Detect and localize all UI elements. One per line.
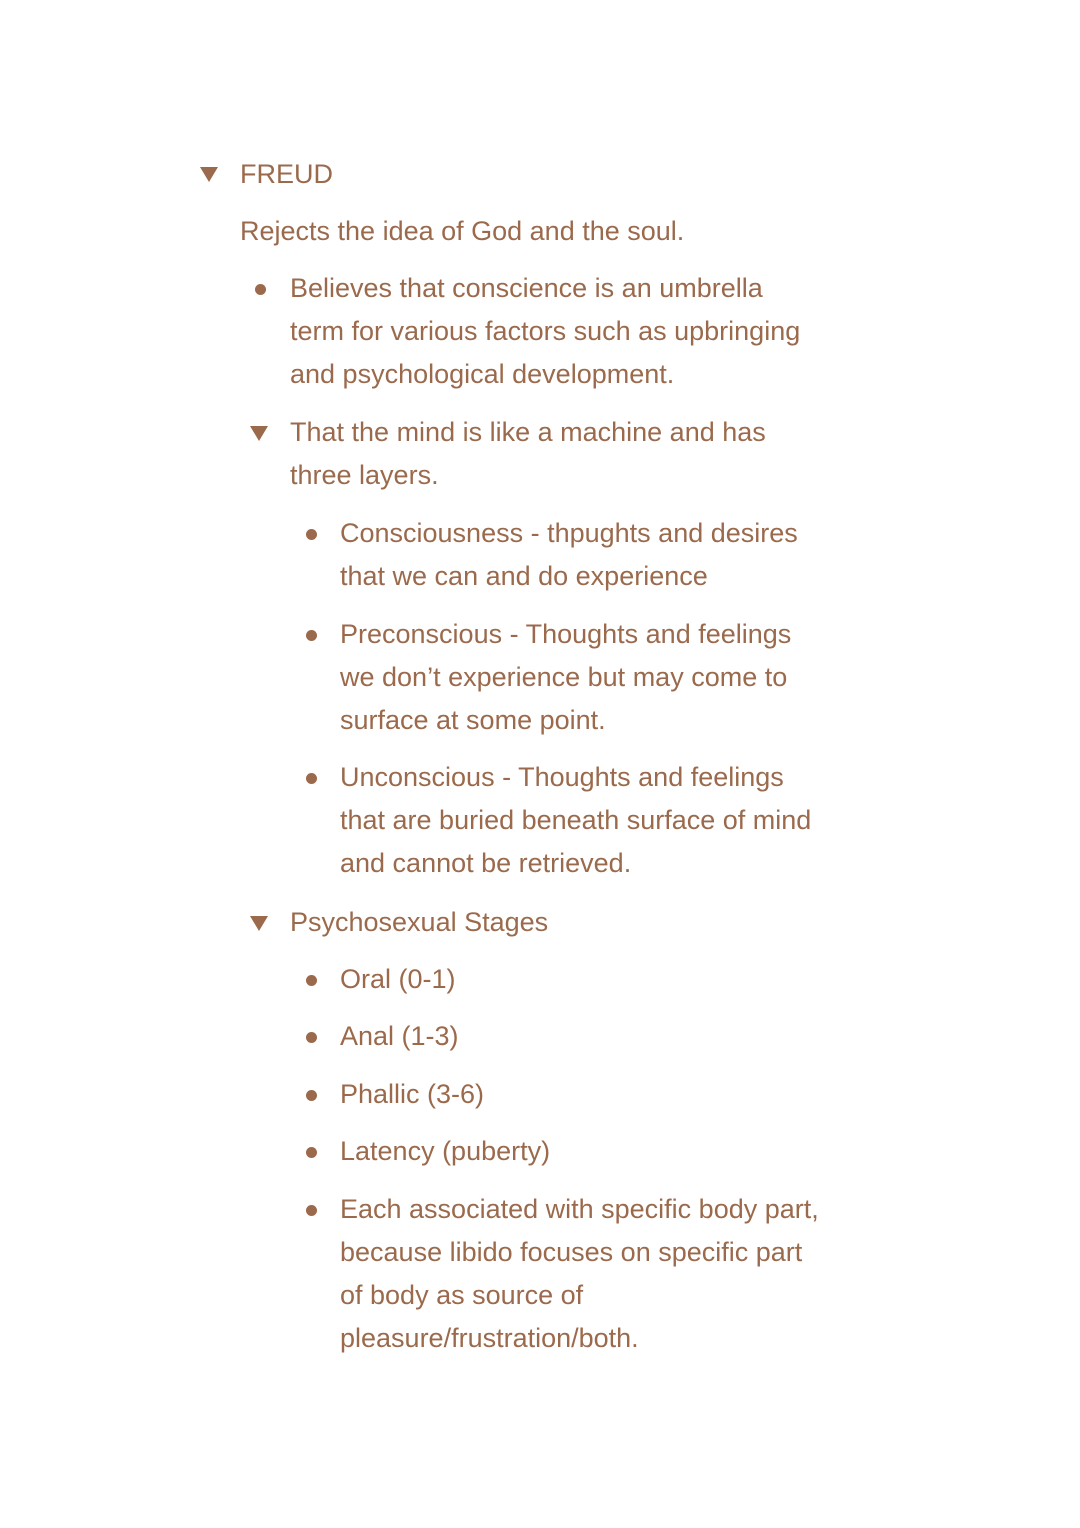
stages-heading: Psychosexual Stages — [290, 907, 549, 937]
stages-note-line: pleasure/frustration/both. — [340, 1323, 639, 1353]
unconscious-line: that are buried beneath surface of mind — [340, 805, 812, 835]
bullet-icon — [306, 773, 317, 784]
bullet-icon — [306, 1032, 317, 1043]
mind-toggle-icon[interactable] — [250, 426, 268, 441]
intro-text: Rejects the idea of God and the soul. — [240, 216, 685, 246]
bullet-icon — [306, 1147, 317, 1158]
bullet-icon — [306, 1090, 317, 1101]
conscience-line: term for various factors such as upbringing — [290, 316, 801, 346]
stages-toggle-icon[interactable] — [250, 916, 268, 931]
stages-note-line: Each associated with specific body part, — [340, 1194, 819, 1224]
consciousness-line: that we can and do experience — [340, 561, 708, 591]
unconscious-line: Unconscious - Thoughts and feelings — [340, 762, 784, 792]
bullet-icon — [255, 284, 266, 295]
stage-item: Phallic (3-6) — [340, 1079, 485, 1109]
bullet-icon — [306, 529, 317, 540]
stages-note-line: because libido focuses on specific part — [340, 1237, 803, 1267]
mind-line: three layers. — [290, 460, 439, 490]
stage-item: Anal (1-3) — [340, 1021, 459, 1051]
preconscious-line: we don’t experience but may come to — [340, 662, 788, 692]
stages-note-line: of body as source of — [340, 1280, 584, 1310]
bullet-icon — [306, 1205, 317, 1216]
conscience-line: Believes that conscience is an umbrella — [290, 273, 763, 303]
freud-toggle-icon[interactable] — [200, 167, 218, 182]
preconscious-line: Preconscious - Thoughts and feelings — [340, 619, 792, 649]
bullet-icon — [306, 630, 317, 641]
conscience-line: and psychological development. — [290, 359, 675, 389]
bullet-icon — [306, 975, 317, 986]
freud-heading: FREUD — [240, 159, 333, 189]
mind-line: That the mind is like a machine and has — [290, 417, 766, 447]
consciousness-line: Consciousness - thpughts and desires — [340, 518, 798, 548]
stage-item: Oral (0-1) — [340, 964, 456, 994]
stage-item: Latency (puberty) — [340, 1136, 551, 1166]
preconscious-line: surface at some point. — [340, 705, 606, 735]
unconscious-line: and cannot be retrieved. — [340, 848, 632, 878]
